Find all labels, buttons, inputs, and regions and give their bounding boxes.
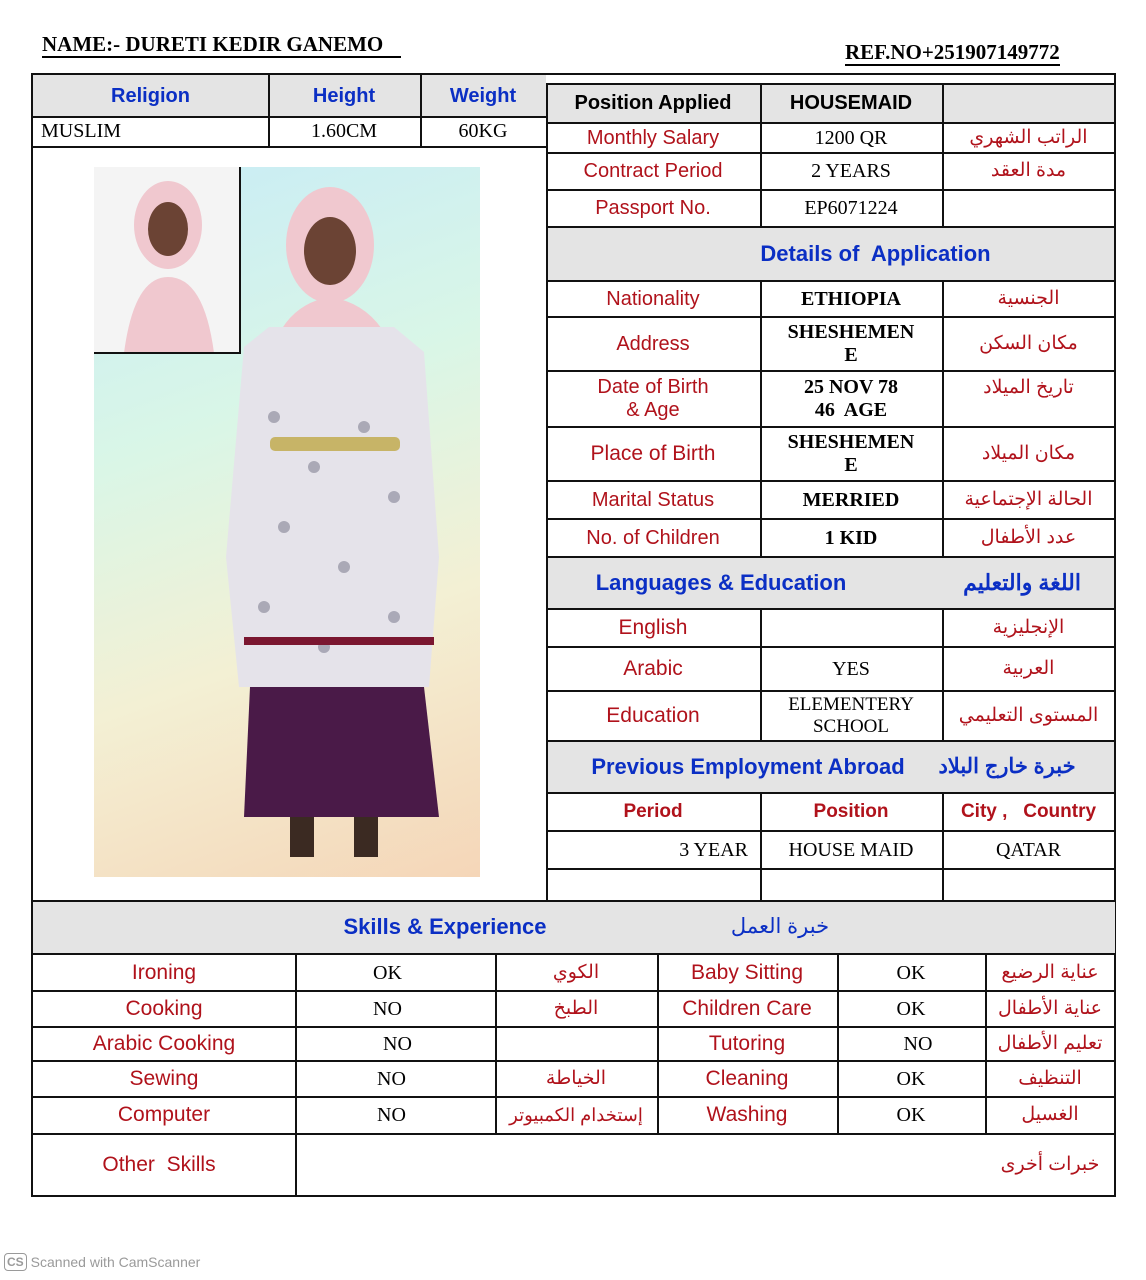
passport-value: EP6071224 [804, 196, 898, 219]
address-label: Address [616, 332, 690, 355]
skill-ironing-label: Ironing [131, 960, 197, 984]
skill-sewing-label: Sewing [129, 1066, 199, 1090]
english-label: English [618, 615, 688, 639]
details-title: Details of Application [760, 241, 991, 267]
skill-sewing-ar: الخياطة [545, 1068, 607, 1090]
skill-ironing-ar: الكوي [552, 962, 600, 984]
employment-title: Previous Employment Abroad [591, 754, 905, 780]
skill-tutoring-ar: تعليم الأطفال [997, 1033, 1103, 1055]
weight-header: Weight [449, 84, 517, 107]
employment-period-value: 3 YEAR [679, 838, 748, 861]
skill-cooking-value: NO [373, 997, 402, 1020]
dob-value: 25 NOV 78 46 AGE [803, 376, 899, 421]
address-value: SHESHEMEN E [787, 321, 915, 366]
candidate-full-photo [94, 167, 480, 877]
height-value: 1.60CM [310, 120, 378, 142]
languages-title: Languages & Education [595, 570, 847, 596]
skill-washing-value: OK [896, 1103, 926, 1126]
skill-children-care-ar: عناية الأطفال [997, 998, 1103, 1020]
position-applied-label: Position Applied [574, 91, 732, 114]
place-of-birth-value: SHESHEMEN E [787, 431, 915, 476]
nationality-value: ETHIOPIA [800, 287, 902, 310]
employment-title-ar: خبرة خارج البلاد [938, 754, 1076, 778]
skill-washing-label: Washing [706, 1102, 788, 1126]
marital-status-label: Marital Status [591, 488, 715, 511]
dob-label: Date of Birth & Age [597, 376, 709, 421]
skill-arabic-cooking-ar [495, 1027, 657, 1061]
contract-period-value: 2 YEARS [811, 159, 891, 182]
dob-ar: تاريخ الميلاد [983, 377, 1074, 399]
skills-title-ar: خبرة العمل [730, 914, 830, 938]
monthly-salary-ar: الراتب الشهري [969, 127, 1088, 149]
skill-baby-sitting-label: Baby Sitting [690, 960, 804, 984]
skill-baby-sitting-ar: عناية الرضيع [1001, 962, 1099, 984]
skill-children-care-value: OK [896, 997, 926, 1020]
religion-value: MUSLIM [41, 120, 122, 142]
skill-arabic-cooking-value: NO [383, 1032, 412, 1055]
skill-computer-label: Computer [117, 1102, 211, 1126]
nationality-ar: الجنسية [997, 288, 1060, 310]
camscanner-logo-icon: CS [4, 1253, 27, 1271]
camscanner-watermark [4, 1251, 200, 1273]
skill-cooking-ar: الطبخ [553, 998, 599, 1020]
skill-baby-sitting-value: OK [896, 961, 926, 984]
address-ar: مكان السكن [979, 333, 1078, 355]
other-skills-ar: خبرات أخرى [1000, 1154, 1100, 1176]
children-ar: عدد الأطفال [980, 527, 1077, 549]
reference-number: REF.NO+251907149772 [845, 40, 1060, 64]
religion-header: Religion [111, 84, 190, 107]
contract-period-label: Contract Period [583, 159, 723, 182]
height-header: Height [312, 84, 376, 107]
children-label: No. of Children [586, 526, 720, 549]
contract-period-ar: مدة العقد [990, 160, 1067, 182]
city-country-header: City , Country [960, 801, 1097, 823]
english-value [760, 609, 942, 647]
skill-tutoring-value: NO [903, 1032, 933, 1055]
other-skills-label: Other Skills [102, 1152, 216, 1176]
arabic-ar: العربية [1002, 658, 1055, 680]
position-header: Position [813, 801, 889, 823]
skill-washing-ar: الغسيل [1021, 1104, 1079, 1126]
skill-children-care-label: Children Care [682, 996, 812, 1020]
education-value: ELEMENTERY SCHOOL [788, 694, 914, 737]
arabic-value: YES [832, 657, 870, 680]
weight-value: 60KG [458, 120, 508, 142]
candidate-name: NAME:- DURETI KEDIR GANEMO [42, 32, 401, 58]
skill-sewing-value: NO [377, 1067, 406, 1090]
period-header: Period [623, 801, 683, 823]
skill-ironing-value: OK [373, 961, 402, 984]
employment-country-value: QATAR [995, 838, 1062, 861]
languages-title-ar: اللغة والتعليم [963, 570, 1081, 596]
position-applied-value: HOUSEMAID [789, 91, 913, 114]
arabic-label: Arabic [623, 656, 683, 680]
skill-cleaning-label: Cleaning [705, 1066, 789, 1090]
skills-title: Skills & Experience [343, 914, 547, 940]
place-of-birth-label: Place of Birth [590, 441, 716, 465]
skill-cleaning-value: OK [896, 1067, 926, 1090]
skill-computer-value: NO [377, 1103, 406, 1126]
skill-computer-ar: إستخدام الكمبيوتر [509, 1104, 643, 1125]
monthly-salary-label: Monthly Salary [586, 126, 720, 149]
english-ar: الإنجليزية [992, 617, 1065, 639]
camscanner-text: Scanned with CamScanner [30, 1254, 201, 1270]
skill-cleaning-ar: التنظيف [1018, 1068, 1082, 1090]
skills-table [33, 955, 1115, 1197]
education-ar: المستوى التعليمي [958, 705, 1099, 727]
skill-cooking-label: Cooking [125, 996, 203, 1020]
marital-status-value: MERRIED [802, 488, 900, 511]
education-label: Education [606, 703, 700, 727]
passport-label: Passport No. [595, 196, 711, 219]
marital-status-ar: الحالة الإجتماعية [964, 489, 1093, 511]
children-value: 1 KID [824, 526, 878, 549]
skill-tutoring-label: Tutoring [708, 1031, 786, 1055]
employment-position-value: HOUSE MAID [788, 838, 914, 861]
nationality-label: Nationality [606, 287, 700, 310]
skill-arabic-cooking-label: Arabic Cooking [92, 1031, 236, 1055]
place-of-birth-ar: مكان الميلاد [981, 443, 1076, 465]
monthly-salary-value: 1200 QR [814, 126, 888, 149]
